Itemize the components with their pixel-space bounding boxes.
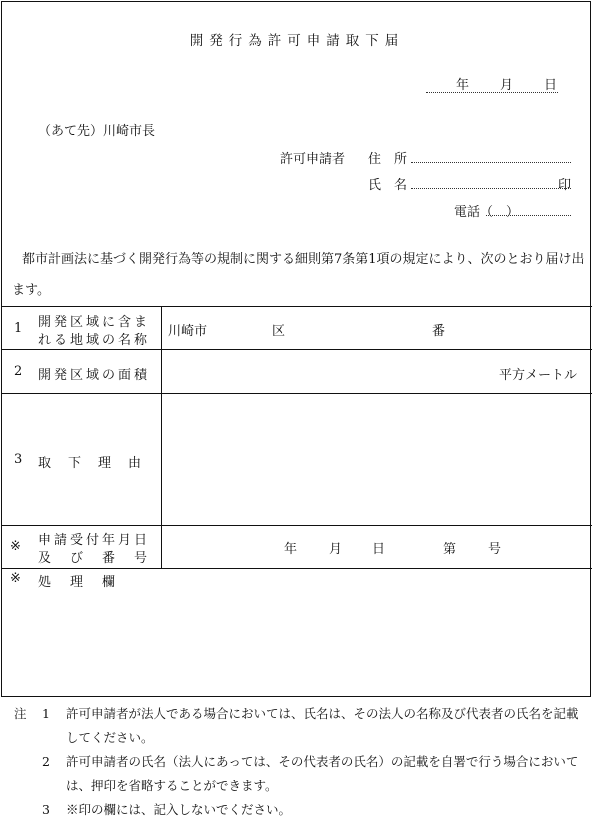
note-item [14,798,589,822]
phone-label: 電話（ ） [454,205,520,220]
note-item [14,750,589,798]
row2-number: 2 [14,364,23,379]
form-title: 開発行為許可申請取下届 [189,33,405,49]
row4-month: 月 [329,542,343,557]
row1-ward: 区 [272,324,286,339]
row1-ban: 番 [432,324,446,339]
row4-go: 号 [488,542,502,557]
date-month-label: 月 [500,78,514,93]
note-item [14,702,589,750]
form-frame [1,1,591,697]
row5-label: 処 理 欄 [38,575,119,590]
row5-mark: ※ [10,571,21,586]
name-field[interactable] [411,176,571,189]
note-number: 1 [42,706,50,721]
addressee: （あて先）川崎市長 [38,124,156,139]
row1-label-line1: 開発区域に含ま [38,315,151,330]
row1-label-line2: れる地域の名称 [38,333,151,348]
reason-input[interactable] [162,394,592,524]
phone-field[interactable] [486,203,571,216]
notes-head: 注 [14,706,27,721]
row4-mark: ※ [10,539,21,554]
row4-year: 年 [284,542,298,557]
table-divider [2,525,592,526]
row4-day: 日 [372,542,386,557]
row2-unit: 平方メートル [499,368,578,383]
notes [14,702,589,822]
seal-label: 印 [558,178,572,193]
date-year-label: 年 [456,78,470,93]
name-label: 氏 名 [368,178,408,193]
row4-dai: 第 [443,542,457,557]
note-number: 2 [42,754,50,769]
applicant-label: 許可申請者 [280,152,346,167]
note-text: 許可申請者が法人である場合においては、氏名は、その法人の名称及び代表者の氏名を記載してください。 [66,706,579,745]
date-field[interactable] [426,74,558,93]
date-day-label: 日 [544,78,558,93]
row3-number: 3 [14,452,23,467]
note-text: ※印の欄には、記入しないでください。 [66,802,292,817]
address-label: 住 所 [368,152,408,167]
row4-label-line2: 及 び 番 号 [38,551,151,566]
note-text: 許可申請者の氏名（法人にあっては、その代表者の氏名）の記載を自署で行う場合においては、押印を省略することができます。 [66,754,579,793]
row1-city: 川崎市 [168,324,208,339]
note-number: 3 [42,802,50,817]
row1-input[interactable] [162,307,592,349]
table-divider [2,568,592,569]
row4-label-line1: 申請受付年月日 [38,533,151,548]
row3-label: 取 下 理 由 [38,456,144,471]
area-input[interactable] [162,350,492,392]
row2-label: 開発区域の面積 [38,368,151,383]
body-text: 都市計画法に基づく開発行為等の規制に関する細則第7条第1項の規定により、次のとおり届け出ます。 [12,252,585,298]
row1-number: 1 [14,321,23,336]
address-field[interactable] [411,150,571,163]
